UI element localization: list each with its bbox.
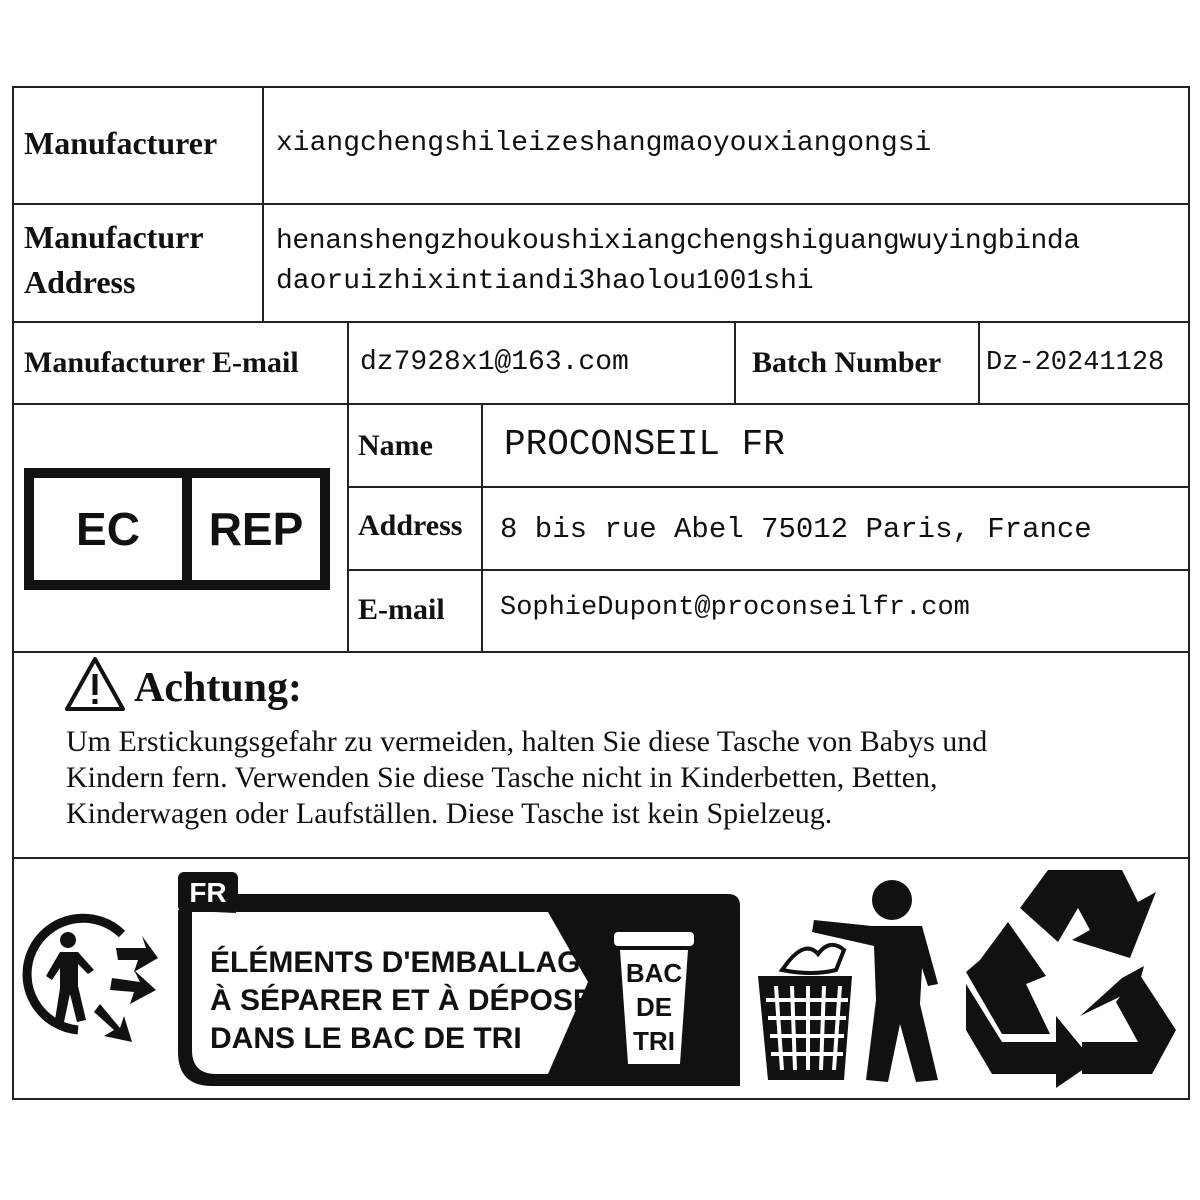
ec-rep-name-value: PROCONSEIL FR (504, 424, 785, 465)
ec-rep-email-label: E-mail (358, 593, 445, 626)
ec-rep-email-value: SophieDupont@proconseilfr.com (500, 593, 970, 623)
row-divider (348, 569, 1190, 571)
col-divider (481, 403, 483, 651)
manufacturer-address-label-line2: Address (24, 264, 136, 300)
triman-banner (176, 870, 746, 1092)
manufacturer-value: xiangchengshileizeshangmaoyouxiangongsi (276, 128, 932, 159)
row-divider (12, 321, 1190, 323)
tidyman-icon (752, 874, 952, 1086)
manufacturer-address-value-line1: henanshengzhoukoushixiangchengshiguangwuyingbinda (276, 226, 1080, 257)
triman-line2: À SÉPARER ET À DÉPOSER (210, 984, 615, 1017)
ec-rep-symbol (24, 468, 330, 590)
warning-text-line: Um Erstickungsgefahr zu vermeiden, halten Sie diese Tasche von Babys und (66, 725, 988, 758)
bin-line1: BAC (625, 958, 683, 988)
manufacturer-label: Manufacturer (24, 125, 218, 161)
row-divider (348, 486, 1190, 488)
bin-line2: DE (635, 992, 673, 1022)
col-divider (978, 321, 980, 403)
triman-country-label: FR (189, 877, 227, 908)
ec-rep-address-label: Address (358, 509, 463, 542)
manufacturer-email-label: Manufacturer E-mail (24, 346, 299, 379)
batch-number-label: Batch Number (752, 346, 942, 379)
manufacturer-address-value-line2: daoruizhixintiandi3haolou1001shi (276, 266, 814, 297)
warning-title: Achtung: (134, 665, 303, 711)
warning-text-line: Kindern fern. Verwenden Sie diese Tasche nicht in Kinderbetten, Betten, (66, 761, 938, 794)
triman-icon (22, 908, 162, 1048)
manufacturer-address-label-line1: Manufacturr (24, 219, 204, 255)
col-divider (262, 86, 264, 321)
row-divider (12, 203, 1190, 205)
warning-text (66, 724, 1156, 832)
triman-line1: ÉLÉMENTS D'EMBALLAGE (210, 946, 601, 979)
ec-rep-divider (182, 478, 192, 580)
ec-rep-name-label: Name (358, 429, 433, 462)
row-divider (12, 403, 1190, 405)
ec-rep-right-text: REP (208, 503, 304, 555)
row-divider (12, 857, 1190, 859)
ec-rep-address-value: 8 bis rue Abel 75012 Paris, France (500, 513, 1092, 546)
ec-rep-left-text: EC (76, 503, 140, 555)
col-divider (347, 321, 349, 651)
row-divider (12, 651, 1190, 653)
warning-text-line: Kinderwagen oder Laufställen. Diese Tasche ist kein Spielzeug. (66, 797, 833, 830)
triman-line3: DANS LE BAC DE TRI (210, 1022, 522, 1055)
warning-icon (64, 656, 126, 712)
bin-line3: TRI (633, 1026, 675, 1056)
batch-number-value: Dz-20241128 (986, 348, 1165, 378)
manufacturer-email-value: dz7928x1@163.com (360, 347, 629, 378)
col-divider (734, 321, 736, 403)
recycle-icon (962, 866, 1182, 1090)
